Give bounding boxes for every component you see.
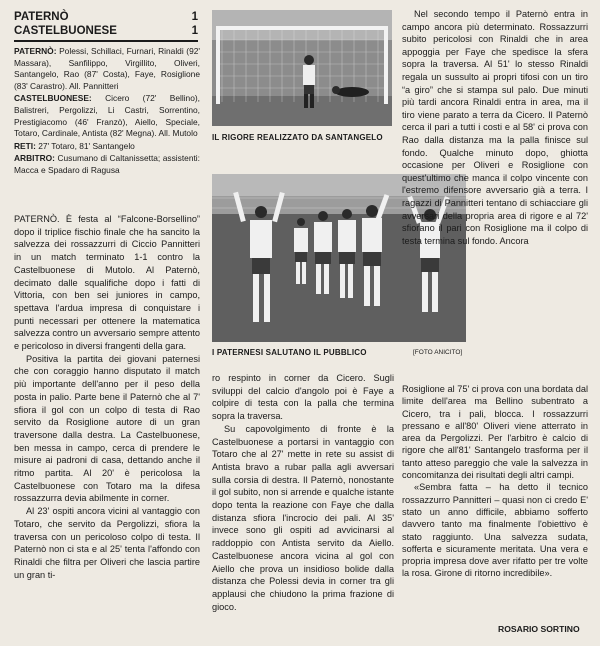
lineup-castelbuonese [14,93,200,139]
article-col-3-bottom [402,383,588,580]
score-box [14,10,198,45]
article-col-2 [212,372,394,613]
article-paragraph-3: Al 23' ospiti ancora vicini al vantaggio con Totaro, che servito da Pergolizzi, sfiora la traversa con un pericoloso colpo di testa. Il Paternò non ci sta e al 25' tenta l'affondo con Rinaldi che filtra per Oliveri che lascia partire un gran ti- [14,506,200,580]
penalty-photo [212,10,392,126]
home-team: PATERNÒ [14,11,69,23]
lineup-castelbuonese-text: Cicero (72' Bellino), Balistreri, Pergolizzi, Li Castri, Sorrentino, Prestigiacomo (46' Franzò), Aiello, Speciale, Totaro, Cardinale, Antista (82' Megna). All. Mutolo [14,93,200,139]
away-goals: 1 [191,25,198,37]
article-paragraph-7: Rosiglione al 75' ci prova con una bordata dal limite dell'area ma Bellino subentrato a Cicero, tra i pali, blocca. I rossazzurri pressano e all'80' Oliveri viene atterrato in area da Pergolizzi. Per l'arbitro è calcio di rigore che all'81' Santangelo trasforma per il tanto atteso pareggio che vale la salvezza in concomitanza dei risultati degli altri campi. [402,384,588,481]
match-details [14,46,200,178]
home-goals: 1 [191,11,198,23]
score-divider [14,40,198,42]
goals-label: RETI: [14,140,36,151]
lineup-castelbuonese-label: CASTELBUONESE: [14,93,92,104]
article-col-3-top [402,8,588,247]
goals-text: 27' Totaro, 81' Santangelo [38,140,135,151]
article-col-1 [14,213,200,581]
photo-credit: [FOTO ANICITO] [413,349,463,356]
article-paragraph-2: Positiva la partita dei giovani paternesi che con coraggio hanno disputato il match più importante dell'anno per il peso della posta in palio. Parte bene il Paternò che al 7' sfiora il gol con un colpo di testa di Rao servito da Rosiglione autore di un gran traversone dalla destra. La Castelbuonese, ben messa in campo, cerca di prendere le misure ai padroni di casa, dettando anche il ritmo partita. Al 20' è pericolosa la Castelbuonese con Totaro ma la difesa rossazzurra devia abilmente in corner. [14,353,200,504]
score-row-home [14,10,198,24]
referee-label: ARBITRO: [14,153,55,164]
referee-text: Cusumano di Caltanissetta; assistenti: Macca e Spadaro di Ragusa [14,153,200,175]
away-team: CASTELBUONESE [14,25,117,37]
article-paragraph-6: Nel secondo tempo il Paternò entra in campo ancora più determinato. Rossazzurri subito pericolosi con Rinaldi che in area appoggia per Faye che spedisce la sfera sopra la traversa. Al 51' lo stesso Rinaldi regala un sussulto ai propri tifosi con un tiro “a giro” che si stampa sul palo. Due minuti più tardi ancora Rinaldi entra in area, ma il tiro viene parato a terra da Cicero. Il Paternò cerca il pari a tutti i costi e al 58' ci prova con Rao dalla distanza ma la palla finisce sul fondo. Qualche minuto dopo, ghiotta occasione per Oliveri e Rosiglione con quest'ultimo che manca il colpo vincente con l'estremo difensore avversario già a terra. I ragazzi di Pannitteri tentano di schiacciare gli avversari della propria area di rigore e al 72' sfiorano il pari con Rosiglione ma il colpo di testa termina sul fondo. Ancora [402,9,588,246]
lineup-paterno-label: PATERNÒ: [14,46,57,56]
article-paragraph-5: Su capovolgimento di fronte è la Castelbuonese a portarsi in vantaggio con Totaro che al 27' mette in rete su assist di Antista bravo a rubar palla agli avversari sulla corsia di destra. Il Paternò, nonostante il gol subito, non si arrende e qualche istante dopo tenta la reazione con Faye che dalla distanza sfiora l'incrocio dei pali. Al 35' invece sono gli ospiti ad avvicinarsi al raddoppio con Antista servito da Aiello. Castelbuonese ancora vicina al gol con Aiello che prova un insidioso bolide dalla distanza che Polessi devia in corner tra gli applausi che chiudono la prima frazione di gioco. [212,423,394,612]
lineup-paterno-text: Polessi, Schillaci, Furnari, Rinaldi (92' Massara), Sanfilippo, Virgillito, Oliveri, Santangelo, Rao (87' Costa), Faye, Rosiglione (83' Carastro). All. Pannitteri [14,46,200,91]
article-paragraph-4: ro respinto in corner da Cicero. Sugli sviluppi del calcio d'angolo poi è Faye a colpire di testa con la palla che termina sopra la traversa. [212,373,394,422]
penalty-photo-image [212,10,392,126]
article-lead-paragraph: PATERNÒ. È festa al “Falcone-Borsellino” dopo il triplice fischio finale che ha sancito la salvezza dei rossazzurri di Ciccio Pannitteri in un match terminato 1-1 contro la Castelbuonese di Mutolo. Al Paternò, decimato dalle squalifiche dopo i fatti di Vittoria, con ben sei juniores in campo, spettava l'ardua impresa di conquistare i punti necessari per ottenere la matematica salvezza contro un avversario sempre attento e pericoloso in diversi frangenti della gara. [14,214,200,352]
penalty-photo-caption: IL RIGORE REALIZZATO DA SANTANGELO [212,133,383,142]
author-signature: ROSARIO SORTINO [498,624,580,634]
lineup-paterno [14,46,200,92]
referee-line [14,153,200,176]
goals-line [14,141,200,153]
article-quote-paragraph: «Sembra fatta – ha detto il tecnico rossazzurro Pannitteri – quasi non ci credo E' stato un anno difficile, abbiamo sofferto davvero tanto ma finalmente l'obiettivo è stato raggiunto. Una salvezza sudata, sofferta e sicuramente meritata. Una vera e propria impresa dove aver rifatto per tre volte la rosa. Girone di ritorno incredibile». [402,482,588,579]
score-row-away [14,24,198,38]
team-salute-photo-caption: I PATERNESI SALUTANO IL PUBBLICO [212,348,367,357]
